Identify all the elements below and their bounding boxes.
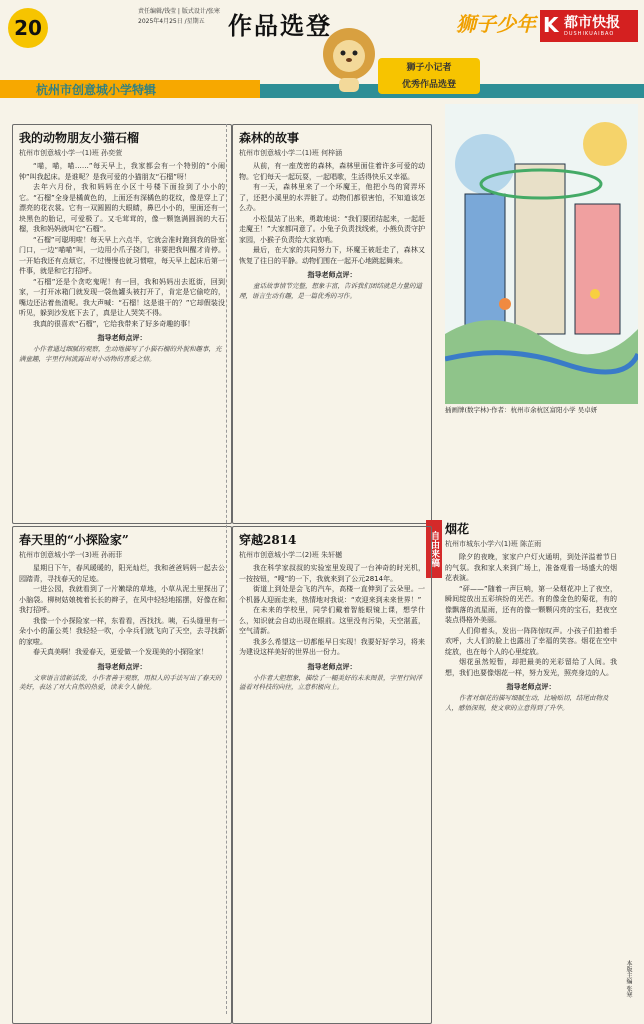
- editor-line: 责任编辑/钱莹 | 版式设计/张寒: [138, 8, 220, 15]
- paragraph: 小松鼠站了出来，勇敢地说：“我们要团结起来，一起赶走魔王！”大家都同意了。小兔子负责找线索，小熊负责守护家园，小猴子负责给大家放哨。: [239, 214, 425, 244]
- paragraph: 最后，在大家的共同努力下，坏魔王被赶走了，森林又恢复了往日的平静。动物们围在一起开心地跳起舞来。: [239, 246, 425, 265]
- article-title: 春天里的“小探险家”: [19, 533, 129, 547]
- painting-caption: 插画牌(数字林)·作者：杭州市余杭区富阳小学 吴卓妍: [445, 406, 598, 414]
- article-body: [19, 563, 225, 658]
- paragraph: 人们仰着头，发出一阵阵惊叹声。小孩子们拍着手欢呼，大人们的脸上也露出了幸福的笑容。烟花在空中绽放，也在每个人的心里绽放。: [445, 626, 617, 656]
- paragraph: 街道上到处是会飞的汽车，高楼一直伸到了云朵里。一个机器人迎面走来，热情地对我说：“欢迎来到未来世界！”: [239, 585, 425, 604]
- article-author: 杭州市城东小学六(1)班 陈芷雨: [445, 540, 542, 548]
- article-body: [19, 161, 225, 329]
- note-heading: 指导老师点评：: [97, 334, 147, 342]
- article-author: 杭州市创意城小学一(1)班 孙奕萱: [19, 149, 123, 157]
- paragraph: 在未来的学校里，同学们戴着智能眼镜上课，想学什么，知识就会自动出现在眼前。这里没有污染，天空湛蓝，空气清新。: [239, 606, 425, 635]
- date-line: 2025年4月25日 /星期五: [138, 18, 205, 25]
- ribbon-line-2: 优秀作品选登: [401, 80, 456, 90]
- note-body: 小作者通过细腻的观察，生动地描写了小猫石榴的外貌和趣事，充满童趣，字里行间流露出对小动物的喜爱之情。: [19, 345, 222, 363]
- article-title: 森林的故事: [239, 131, 300, 145]
- column-divider: [226, 124, 227, 1014]
- student-painting: [445, 104, 638, 404]
- note-heading: 指导老师点评：: [506, 683, 556, 691]
- article-body: [445, 552, 617, 678]
- paragraph: “砰——”随着一声巨响，第一朵烟花冲上了夜空，瞬间绽放出五彩缤纷的光芒。有的像金色的菊花，有的像飘落的流星雨，还有的像一颗颗闪亮的宝石，把夜空装点得格外美丽。: [445, 584, 617, 624]
- side-tag: 自由来稿: [426, 520, 442, 578]
- article-title: 我的动物朋友小猫石榴: [19, 131, 140, 145]
- logo-sub: DUSHIKUAIBAO: [564, 31, 615, 37]
- note-body: 作者对烟花的描写细腻生动，比喻贴切，结尾由物及人，感悟深刻，使文章的立意得到了升华。: [445, 694, 609, 712]
- note-heading: 指导老师点评：: [307, 271, 357, 279]
- lion-mascot-icon: [312, 24, 386, 94]
- paragraph: 去年六月份，我和妈妈在小区十号楼下面捡到了小小的它。“石榴”全身是橘黄色的，上面还有深橘色的花纹，像是穿上了漂亮的花衣裳。它有一双圆圆的大眼睛，鼻巴小小的，里面还有一块黑色的胎记，可爱极了。又毛茸茸的，像一颗饱满圆润的大石榴，我和妈妈就叫它“石榴”。: [19, 183, 225, 233]
- brand-title: 狮子少年: [456, 12, 536, 36]
- logo-letter: K: [543, 13, 559, 37]
- paragraph: “喵，喵，喵……”每天早上，我家都会有一个特别的“小闹钟”叫我起床。是谁呢？是我可爱的小猫朋友“石榴”呀！: [19, 162, 225, 181]
- article-spring: [12, 526, 232, 1024]
- section-title: 作品选登: [228, 11, 332, 40]
- paragraph: 一进公园，我就看到了一片嫩绿的草地，小草从泥土里探出了小脑袋。柳树姑娘梳着长长的辫子，在风中轻轻地摇摆，好像在和我打招呼。: [19, 585, 225, 614]
- school-band-label: 杭州市创意城小学特辑: [36, 83, 157, 97]
- paragraph: 烟花虽然短暂，却把最美的光彩留给了人间。我想，我们也要像烟花一样，努力发光，照亮身边的人。: [445, 658, 617, 677]
- article-title: 穿越2814: [239, 533, 297, 547]
- editor-credit: 本版主编 张寒: [625, 960, 632, 998]
- note-body: 文章语言清新活泼，小作者善于观察，用拟人的手法写出了春天的美好，表达了对大自然的热爱，读来令人愉悦。: [19, 673, 222, 692]
- paragraph: 我在科学家叔叔的实验室里发现了一台神奇的时光机，一按按钮，“嗖”的一下，我就来到了公元2814年。: [239, 564, 425, 583]
- article-fireworks: [445, 520, 617, 1014]
- logo-name: 都市快报: [564, 15, 620, 31]
- article-author: 杭州市创意城小学二(2)班 朱轩樾: [239, 551, 343, 559]
- article-body: [239, 563, 425, 658]
- paragraph: 除夕的夜晚，家家户户灯火通明，到处洋溢着节日的气氛。我和家人来到广场上，准备观看一场盛大的烟花表演。: [445, 553, 617, 582]
- ribbon-badge: [378, 58, 480, 94]
- paragraph: “石榴”还是个贪吃鬼呢！有一回，我和妈妈出去逛街，回到家，一打开冰箱门就发现一袋鱼罐头被打开了，肯定是它偷吃的，嘴边还沾着鱼渣呢。我大声喊：“石榴！这是谁干的？”它却假装没听见，躲到沙发底下去了，真是让人哭笑不得。: [19, 277, 225, 317]
- note-heading: 指导老师点评：: [307, 662, 357, 671]
- paragraph: 春天真美啊！我爱春天，更爱做一个发现美的小探险家！: [33, 648, 208, 656]
- article-body: [239, 161, 425, 266]
- school-band: [0, 80, 260, 98]
- paragraph: “石榴”可聪明啦！每天早上六点半，它就会准时跑到我的卧室门口，一边“喵喵”叫，一边用小爪子挠门，非要把我叫醒才肯停。一开始我还有点烦它，不过慢慢也就习惯啦，每天早上起床后第一件事，就是和它打招呼。: [19, 235, 225, 275]
- note-heading: 指导老师点评：: [97, 662, 147, 671]
- paragraph: 星期日下午，春风暖暖的，阳光灿烂，我和爸爸妈妈一起去公园踏青，寻找春天的足迹。: [19, 564, 225, 583]
- paragraph: 有一天，森林里来了一个坏魔王，他把小鸟的窝弄坏了，还把小溪里的水弄脏了。动物们都很害怕，不知道该怎么办。: [239, 183, 425, 212]
- newspaper-logo: [540, 10, 638, 42]
- article-author: 杭州市创意城小学一(3)班 孙雨菲: [19, 551, 123, 559]
- paragraph: 我像一个小探险家一样，东看看，西找找。咦，石头缝里有一朵小小的蒲公英！我轻轻一吹，小伞兵们就飞向了天空，去寻找新的家啦。: [19, 616, 225, 646]
- page-number: 20: [8, 8, 48, 48]
- note-body: 小作者大胆想象，描绘了一幅美好的未来图景，字里行间洋溢着对科技的向往，立意积极向上。: [239, 673, 422, 692]
- note-body: 童话故事情节完整，想象丰富，告诉我们团结就是力量的道理，语言生动有趣，是一篇优秀的习作。: [239, 282, 422, 300]
- paragraph: 我真的很喜欢“石榴”，它给我带来了好多奇趣的事！: [33, 319, 195, 328]
- article-forest: [232, 124, 432, 524]
- article-title: 烟花: [445, 522, 470, 536]
- article-author: 杭州市创意城小学二(1)班 何梓涵: [239, 149, 343, 157]
- article-cat: [12, 124, 232, 524]
- paragraph: 我多么希望这一切都能早日实现！我要好好学习，将来为建设这样美好的世界出一份力。: [239, 637, 425, 656]
- ribbon-line-1: 狮子小记者: [406, 63, 452, 73]
- article-time-travel: [232, 526, 432, 1024]
- paragraph: 从前，有一座茂密的森林，森林里面住着许多可爱的动物。它们每天一起玩耍，一起唱歌，生活得快乐又幸福。: [239, 162, 425, 181]
